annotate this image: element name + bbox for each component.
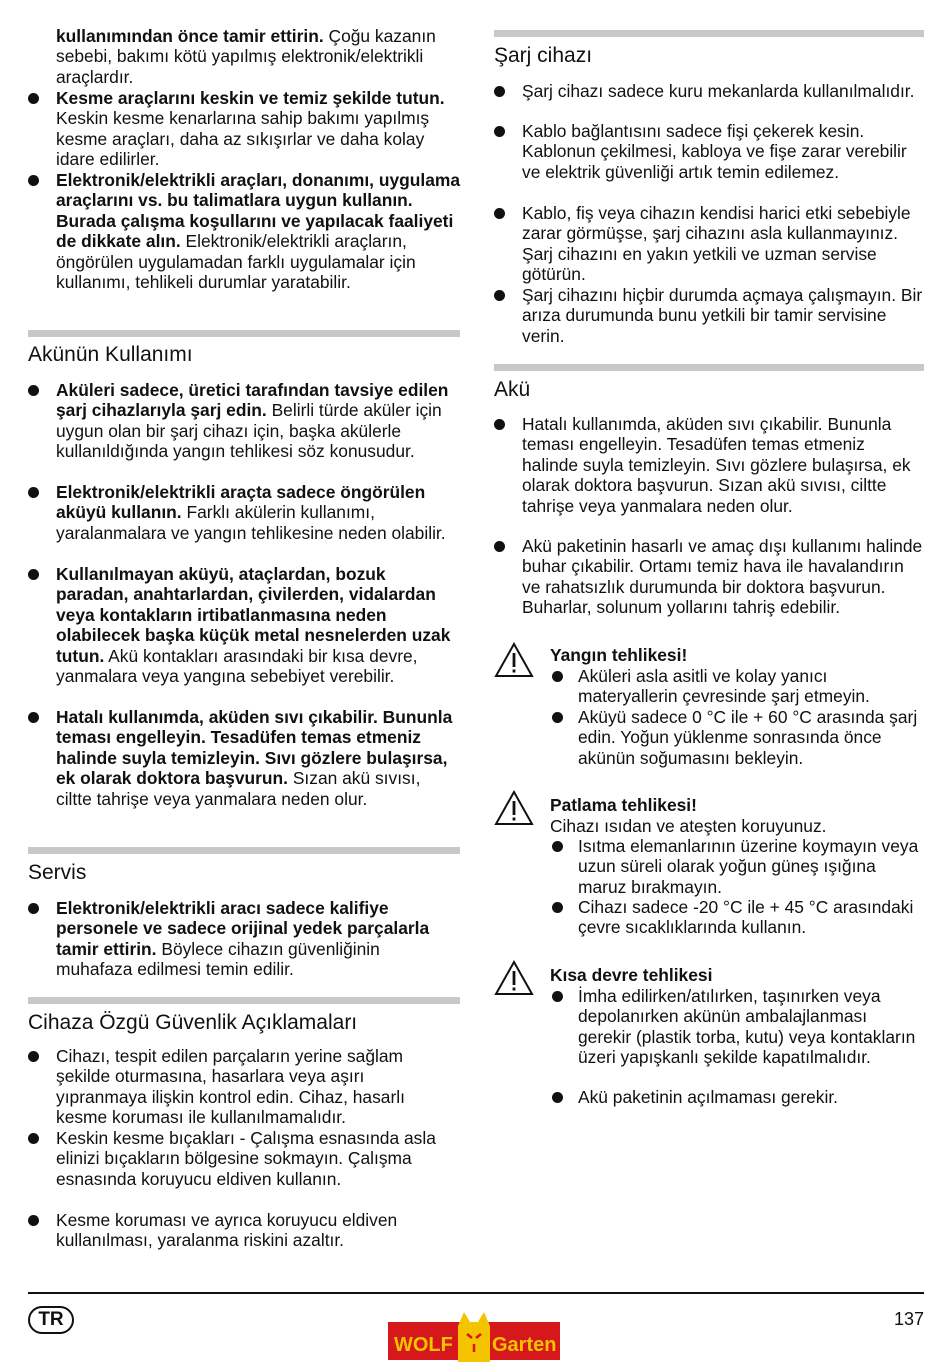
list-item: Kesme koruması ve ayrıca koruyucu eldiven kullanılması, yaralanma riskini azaltır. <box>28 1210 460 1251</box>
warning-title-fire: Yangın tehlikesi! <box>550 645 688 665</box>
list-item: Cihazı sadece -20 °C ile + 45 °C arasındaki çevre sıcaklıklarında kullanın. <box>550 897 924 938</box>
list-item: Hatalı kullanımda, aküden sıvı çıkabilir. Bununla teması engelleyin. Tesadüfen temas etmeniz halinde suyla temizleyin. Sıvı gözlere bulaşırsa, ek olarak doktora başvurun. Sızan akü sıvısı, ciltte tahrişe veya yanmalara neden olur. <box>494 414 924 516</box>
list-item: Isıtma elemanlarının üzerine koymayın veya uzun süreli olarak yoğun güneş ışığına maruz bırakmayın. <box>550 836 924 897</box>
list-item: Cihazı, tespit edilen parçaların yerine sağlam şekilde oturmasına, hasarlara veya aşırı yıpranmaya ilişkin kontrol edin. Cihaz, hasarlı kesme koruması ile kullanılmamalıdır. <box>28 1046 460 1128</box>
warning-triangle-icon <box>494 790 534 826</box>
section-divider <box>28 847 460 854</box>
section-title-battery-use: Akünün Kullanımı <box>28 343 193 366</box>
list-item: Keskin kesme bıçakları - Çalışma esnasında asla elinizi bıçakların bölgesine sokmayın. Çalışma esnasında koruyucu eldiven kullanın. <box>28 1128 460 1189</box>
warning-text: Cihazı ısıdan ve ateşten koruyunuz. <box>550 816 827 836</box>
list-item: Kullanılmayan aküyü, ataçlardan, bozuk paradan, anahtarlardan, çivilerden, vidalardan veya kontakların irtibatlanmasına neden olabilecek başka küçük metal nesnelerden uzak tutun. Akü kontakları arasındaki bir kısa devre, yanmalara veya yangına sebebiyet verebilir. <box>28 564 460 686</box>
logo-text-wolf: WOLF <box>394 1334 453 1356</box>
list-item: Kesme araçlarını keskin ve temiz şekilde tutun. Keskin kesme kenarlarına sahip bakımı yapılmış kesme araçları, daha az sıkışırlar ve daha kolay idare edilirler. <box>28 88 460 170</box>
section-divider <box>494 30 924 37</box>
section-divider <box>28 997 460 1004</box>
warning-title-explosion: Patlama tehlikesi! <box>550 795 697 815</box>
list-item: Akü paketinin hasarlı ve amaç dışı kullanımı halinde buhar çıkabilir. Ortamı temiz hava ile havalandırın ve rahatsızlık durumunda bir doktora başvurun. Buharlar, solunum yollarını tahriş edebilir. <box>494 536 924 618</box>
logo-text-garten: Garten <box>492 1334 557 1356</box>
list-item: Hatalı kullanımda, aküden sıvı çıkabilir. Bununla teması engelleyin. Tesadüfen temas etmeniz halinde suyla temizleyin. Sıvı gözlere bulaşırsa, ek olarak doktora başvurun. Sızan akü sıvısı, ciltte tahrişe veya yanmalara neden olur. <box>28 707 460 809</box>
list-item: Elektronik/elektrikli araçta sadece öngörülen aküyü kullanın. Farklı akülerin kullanımı, yaralanmalara ve yangın tehlikesine neden olabilir. <box>28 482 460 543</box>
warning-title-short-circuit: Kısa devre tehlikesi <box>550 965 713 985</box>
section-title-charger: Şarj cihazı <box>494 44 593 67</box>
footer-divider <box>28 1292 924 1294</box>
warning-triangle-icon <box>494 642 534 678</box>
list-item: Aküyü sadece 0 °C ile + 60 °C arasında şarj edin. Yoğun yüklenme sonrasında önce akünün soğumasını bekleyin. <box>550 707 924 768</box>
list-item: Akü paketinin açılmaması gerekir. <box>550 1087 924 1107</box>
warning-triangle-icon <box>494 960 534 996</box>
section-title-device-safety: Cihaza Özgü Güvenlik Açıklamaları <box>28 1011 358 1034</box>
list-item: İmha edilirken/atılırken, taşınırken veya depolanırken akünün ambalajlanması gerekir (plastik torba, kutu) veya kontakların üzeri yapışkanlı şekilde kapatılmalıdır. <box>550 986 924 1068</box>
language-badge: TR <box>28 1306 74 1334</box>
section-title-service: Servis <box>28 861 87 884</box>
intro-paragraph: kullanımından önce tamir ettirin. Çoğu kazanın sebebi, bakımı kötü yapılmış elektronik/elektrikli araçlardır. <box>56 26 436 87</box>
section-title-battery: Akü <box>494 378 531 401</box>
page-number: 137 <box>893 1309 924 1329</box>
list-item: Aküleri asla asitli ve kolay yanıcı materyallerin çevresinde şarj etmeyin. <box>550 666 924 707</box>
wolf-garten-logo <box>388 1310 560 1365</box>
list-item: Kablo, fiş veya cihazın kendisi harici etki sebebiyle zarar görmüşse, şarj cihazını asla kullanmayınız. Şarj cihazını en yakın yetkili ve uzman servise götürün. <box>494 203 924 285</box>
list-item: Kablo bağlantısını sadece fişi çekerek kesin. Kablonun çekilmesi, kabloya ve fişe zarar verebilir ve elektrik güvenliği artık temin edilemez. <box>494 121 924 182</box>
section-divider <box>28 330 460 337</box>
list-item: Şarj cihazı sadece kuru mekanlarda kullanılmalıdır. <box>494 81 924 101</box>
section-divider <box>494 364 924 371</box>
list-item: Elektronik/elektrikli araçları, donanımı, uygulama araçlarını vs. bu talimatlara uygun kullanın. Burada çalışma koşullarını ve yapılacak faaliyeti de dikkate alın. Elektronik/elektrikli araçların, öngörülen uygulamadan farklı uygulamalar için kullanımı, tehlikeli durumlar yaratabilir. <box>28 170 460 292</box>
list-item: Şarj cihazını hiçbir durumda açmaya çalışmayın. Bir arıza durumunda bunu yetkili bir tamir servisine verin. <box>494 285 924 346</box>
list-item: Elektronik/elektrikli aracı sadece kalifiye personele ve sadece orijinal yedek parçalarla tamir ettirin. Böylece cihazın güvenliğinin muhafaza edilmesi temin edilir. <box>28 898 460 980</box>
list-item: Aküleri sadece, üretici tarafından tavsiye edilen şarj cihazlarıyla şarj edin. Belirli türde aküler için uygun olan bir şarj cihazı için, başka akülerle kullanıldığında yangın tehlikesi söz konusudur. <box>28 380 460 462</box>
